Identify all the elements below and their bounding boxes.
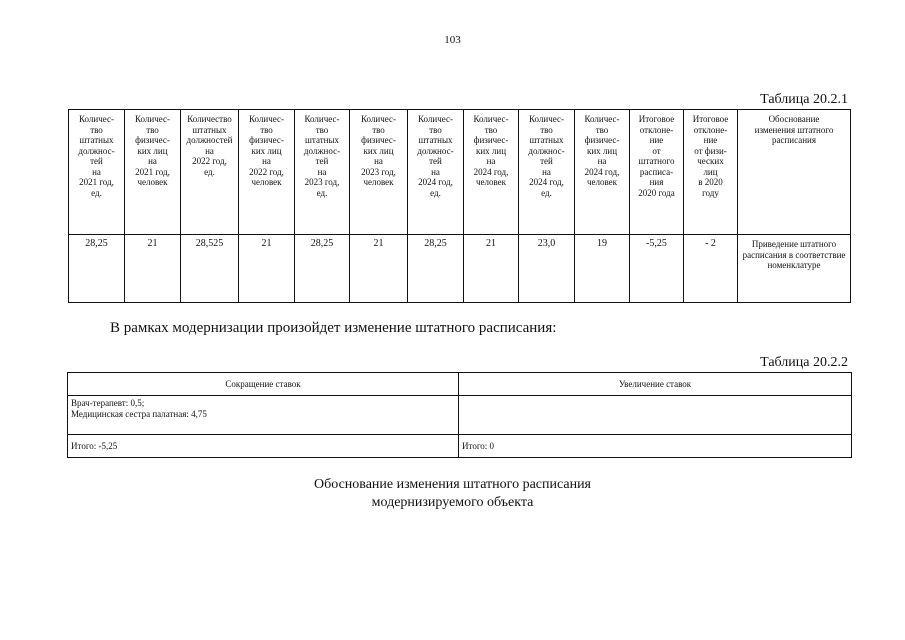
table-header-row bbox=[69, 110, 851, 235]
header-cell: Количес- тво штатных должнос- тей на 2024 год, ед. bbox=[519, 110, 575, 235]
header-cell: Обоснование изменения штатного расписания bbox=[738, 110, 851, 235]
table-cell: 21 bbox=[239, 235, 295, 303]
total-cell: Итого: -5,25 bbox=[68, 435, 459, 458]
header-cell: Количес- тво штатных должнос- тей на 2023 год, ед. bbox=[295, 110, 350, 235]
increase-cell bbox=[459, 396, 852, 435]
header-cell: Количес- тво штатных должнос- тей на 2021 год, ед. bbox=[69, 110, 125, 235]
table-cell: 28,25 bbox=[69, 235, 125, 303]
table-cell: 21 bbox=[464, 235, 519, 303]
header-cell: Количес- тво физичес- ких лиц на 2022 год, человек bbox=[239, 110, 295, 235]
reduction-cell bbox=[68, 396, 459, 435]
table-caption: Таблица 20.2.1 bbox=[760, 92, 848, 107]
table-cell: 28,25 bbox=[408, 235, 464, 303]
list-item: Врач-терапевт: 0,5; bbox=[71, 398, 145, 408]
header-cell: Количество штатных должностей на 2022 год, ед. bbox=[181, 110, 239, 235]
table-row bbox=[69, 235, 851, 303]
list-item: Медицинская сестра палатная: 4,75 bbox=[71, 409, 207, 419]
header-cell: Количес- тво физичес- ких лиц на 2024 год, человек bbox=[464, 110, 519, 235]
header-cell: Количес- тво физичес- ких лиц на 2024 год, человек bbox=[575, 110, 630, 235]
total-cell: Итого: 0 bbox=[459, 435, 852, 458]
header-cell: Увеличение ставок bbox=[459, 373, 852, 396]
body-sentence: В рамках модернизации произойдет изменение штатного расписания: bbox=[110, 320, 557, 336]
header-cell: Итоговое отклоне- ние от штатного расписа- ния 2020 года bbox=[630, 110, 684, 235]
table-total-row bbox=[68, 435, 852, 458]
header-cell: Количес- тво физичес- ких лиц на 2023 год, человек bbox=[350, 110, 408, 235]
justification-cell: Приведение штатного расписания в соответствие номенклатуре bbox=[738, 235, 851, 303]
table-cell: 28,25 bbox=[295, 235, 350, 303]
heading-line: Обоснование изменения штатного расписания bbox=[313, 477, 591, 492]
table-cell: 23,0 bbox=[519, 235, 575, 303]
table-header-row bbox=[68, 373, 852, 396]
rate-changes-table bbox=[67, 372, 852, 458]
header-cell: Количес- тво физичес- ких лиц на 2021 год, человек bbox=[125, 110, 181, 235]
table-cell: 28,525 bbox=[181, 235, 239, 303]
table-caption: Таблица 20.2.2 bbox=[760, 355, 848, 370]
staffing-table bbox=[68, 109, 851, 303]
table-cell: -5,25 bbox=[630, 235, 684, 303]
table-cell: 21 bbox=[350, 235, 408, 303]
table-cell: 21 bbox=[125, 235, 181, 303]
header-cell: Итоговое отклоне- ние от физи- ческих лиц в 2020 году bbox=[684, 110, 738, 235]
heading-line: модернизируемого объекта bbox=[371, 495, 534, 510]
table-cell: 19 bbox=[575, 235, 630, 303]
header-cell: Сокращение ставок bbox=[68, 373, 459, 396]
table-row bbox=[68, 396, 852, 435]
section-heading bbox=[0, 476, 905, 512]
page-number: 103 bbox=[444, 34, 461, 46]
header-cell: Количес- тво штатных должнос- тей на 2024 год, ед. bbox=[408, 110, 464, 235]
table-cell: - 2 bbox=[684, 235, 738, 303]
